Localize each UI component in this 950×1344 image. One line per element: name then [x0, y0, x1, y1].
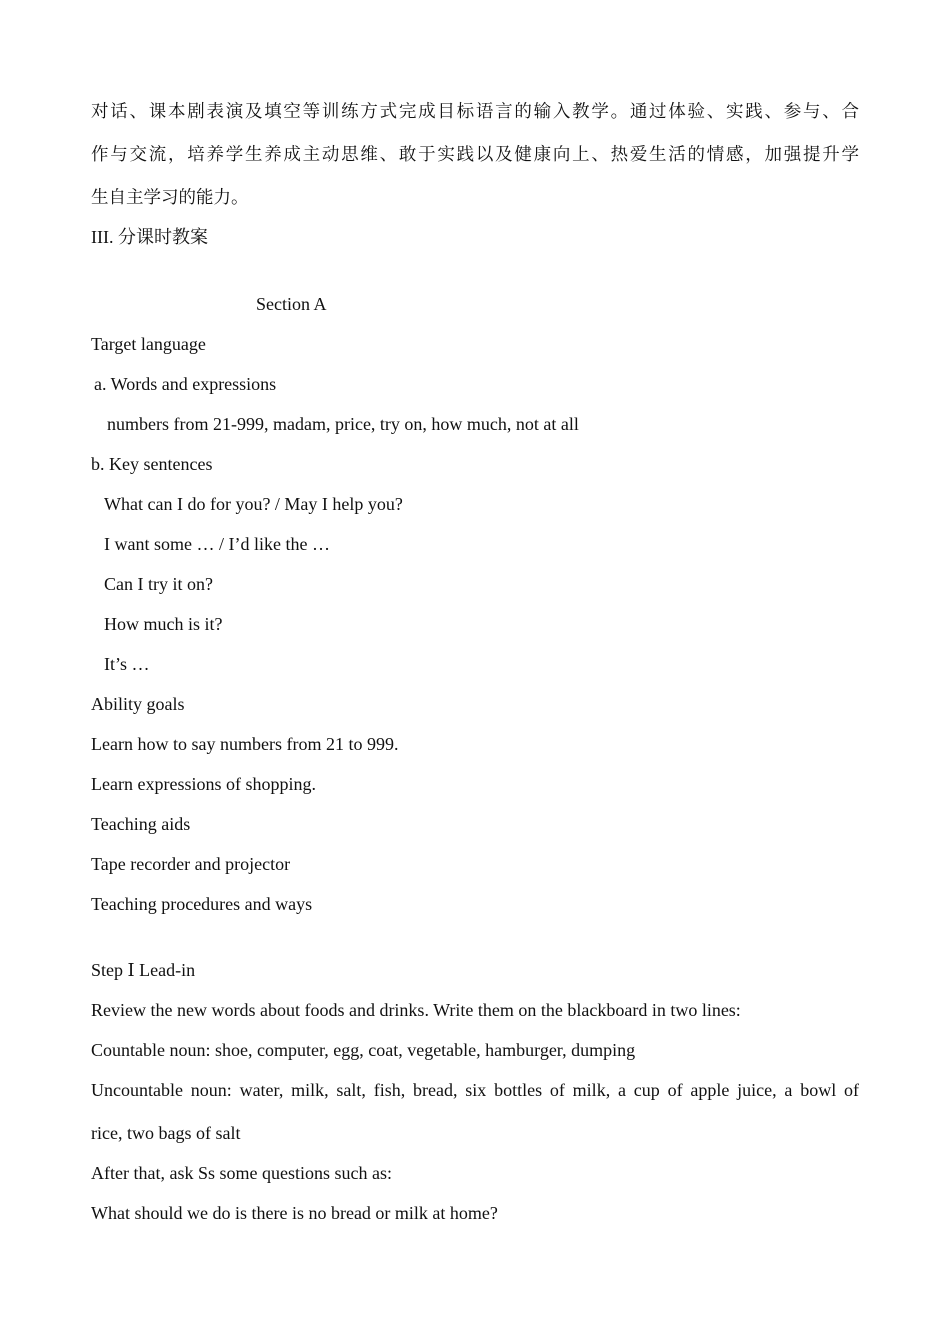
step1-after: After that, ask Ss some questions such as: — [91, 1163, 392, 1183]
step1-uncountable-line-2: rice, two bags of salt — [91, 1123, 241, 1143]
key-sentence-item: Can I try it on? — [104, 574, 213, 594]
intro-paragraph-line-1: 对话、课本剧表演及填空等训练方式完成目标语言的输入教学。通过体验、实践、参与、合 — [91, 102, 859, 122]
intro-paragraph-line-3: 生自主学习的能力。 — [91, 188, 249, 208]
step1-review: Review the new words about foods and drinks. Write them on the blackboard in two lines: — [91, 1000, 741, 1020]
intro-paragraph-line-2: 作与交流，培养学生养成主动思维、敢于实践以及健康向上、热爱生活的情感，加强提升学 — [91, 145, 859, 165]
key-sentence-item: How much is it? — [104, 614, 223, 634]
key-sentence-item: What can I do for you? / May I help you? — [104, 494, 403, 514]
key-sentence-item: It’s … — [104, 654, 150, 674]
target-language-heading: Target language — [91, 334, 206, 354]
step1-heading: Step Ⅰ Lead-in — [91, 960, 196, 980]
words-heading: a. Words and expressions — [94, 374, 277, 394]
step1-question: What should we do is there is no bread or milk at home? — [91, 1203, 498, 1223]
teaching-aids-text: Tape recorder and projector — [91, 854, 291, 874]
step1-countable: Countable noun: shoe, computer, egg, coat, vegetable, hamburger, dumping — [91, 1040, 636, 1060]
key-sentence-item: I want some … / I’d like the … — [104, 534, 330, 554]
ability-goals-heading: Ability goals — [91, 694, 185, 714]
section-heading: III. 分课时教案 — [91, 227, 208, 247]
teaching-aids-heading: Teaching aids — [91, 814, 191, 834]
procedures-heading: Teaching procedures and ways — [91, 894, 313, 914]
ability-goal-item: Learn how to say numbers from 21 to 999. — [91, 734, 399, 754]
words-list: numbers from 21-999, madam, price, try on, how much, not at all — [107, 414, 579, 434]
key-sentences-heading: b. Key sentences — [91, 454, 213, 474]
step1-uncountable-line-1: Uncountable noun: water, milk, salt, fish, bread, six bottles of milk, a cup of apple juice, a bowl of — [91, 1080, 859, 1100]
ability-goal-item: Learn expressions of shopping. — [91, 774, 316, 794]
section-title: Section A — [256, 294, 327, 314]
